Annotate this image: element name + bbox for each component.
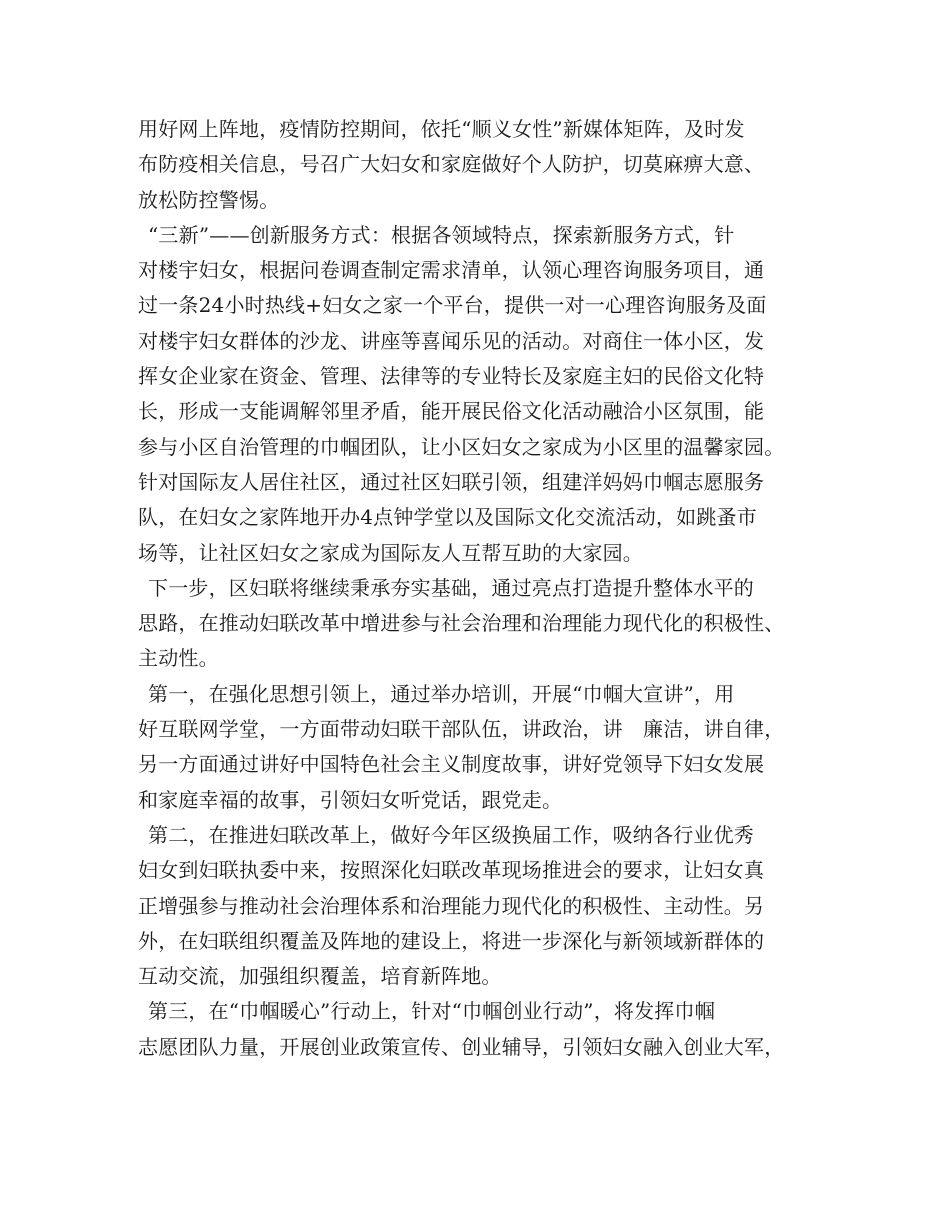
text-line: 用好网上阵地，疫情防控期间，依托“顺义女性”新媒体矩阵，及时发 <box>138 117 745 141</box>
text-line: 场等，让社区妇女之家成为国际友人互帮互助的大家园。 <box>138 540 643 565</box>
text-line: 妇女到妇联执委中来，按照深化妇联改革现场推进会的要求，让妇女真 <box>138 858 765 883</box>
text-line: 对楼宇妇女群体的沙龙、讲座等喜闻乐见的活动。对商住一体小区，发 <box>138 328 765 353</box>
document-body <box>138 112 828 1065</box>
text-line: 针对国际友人居住社区，通过社区妇联引领，组建洋妈妈巾帼志愿服务 <box>138 469 765 494</box>
text-line: 第二，在推进妇联改革上，做好今年区级换届工作，吸纳各行业优秀 <box>148 822 754 847</box>
text-line: 外，在妇联组织覆盖及阵地的建设上，将进一步深化与新领域新群体的 <box>138 928 765 953</box>
text-line: 正增强参与推动社会治理体系和治理能力现代化的积极性、主动性。另 <box>138 893 765 918</box>
text-line: 志愿团队力量，开展创业政策宣传、创业辅导，引领妇女融入创业大军， <box>138 1034 785 1059</box>
text-line: 队，在妇女之家阵地开办4点钟学堂以及国际文化交流活动，如跳蚤市 <box>138 505 757 530</box>
text-line: 下一步，区妇联将继续秉承夯实基础，通过亮点打造提升整体水平的 <box>148 575 754 600</box>
text-line: 布防疫相关信息，号召广大妇女和家庭做好个人防护，切莫麻痹大意、 <box>138 152 765 177</box>
text-line: 对楼宇妇女，根据问卷调查制定需求清单，认领心理咨询服务项目，通 <box>138 258 765 283</box>
text-line: 参与小区自治管理的巾帼团队，让小区妇女之家成为小区里的温馨家园。 <box>138 434 785 459</box>
text-line: 互动交流，加强组织覆盖，培育新阵地。 <box>138 964 502 989</box>
text-line: 长，形成一支能调解邻里矛盾，能开展民俗文化活动融洽小区氛围，能 <box>138 399 765 424</box>
text-line: 好互联网学堂，一方面带动妇联干部队伍，讲政治，讲 廉洁，讲自律， <box>138 717 785 742</box>
text-line: 主动性。 <box>138 646 219 671</box>
text-line: “三新”——创新服务方式：根据各领域特点，探索新服务方式，针 <box>148 222 735 247</box>
text-line: 挥女企业家在资金、管理、法律等的专业特长及家庭主妇的民俗文化特 <box>138 364 765 389</box>
text-line: 另一方面通过讲好中国特色社会主义制度故事，讲好党领导下妇女发展 <box>138 752 765 777</box>
text-line: 第三，在“巾帼暖心”行动上，针对“巾帼创业行动”，将发挥巾帼 <box>148 999 715 1024</box>
text-line: 和家庭幸福的故事，引领妇女听党话，跟党走。 <box>138 787 563 812</box>
text-line: 第一，在强化思想引领上，通过举办培训，开展“巾帼大宣讲”，用 <box>148 681 735 706</box>
text-line: 放松防控警惕。 <box>138 187 280 212</box>
text-line: 过一条24小时热线+妇女之家一个平台，提供一对一心理咨询服务及面 <box>138 293 767 318</box>
text-line: 思路，在推动妇联改革中增进参与社会治理和治理能力现代化的积极性、 <box>138 611 785 636</box>
